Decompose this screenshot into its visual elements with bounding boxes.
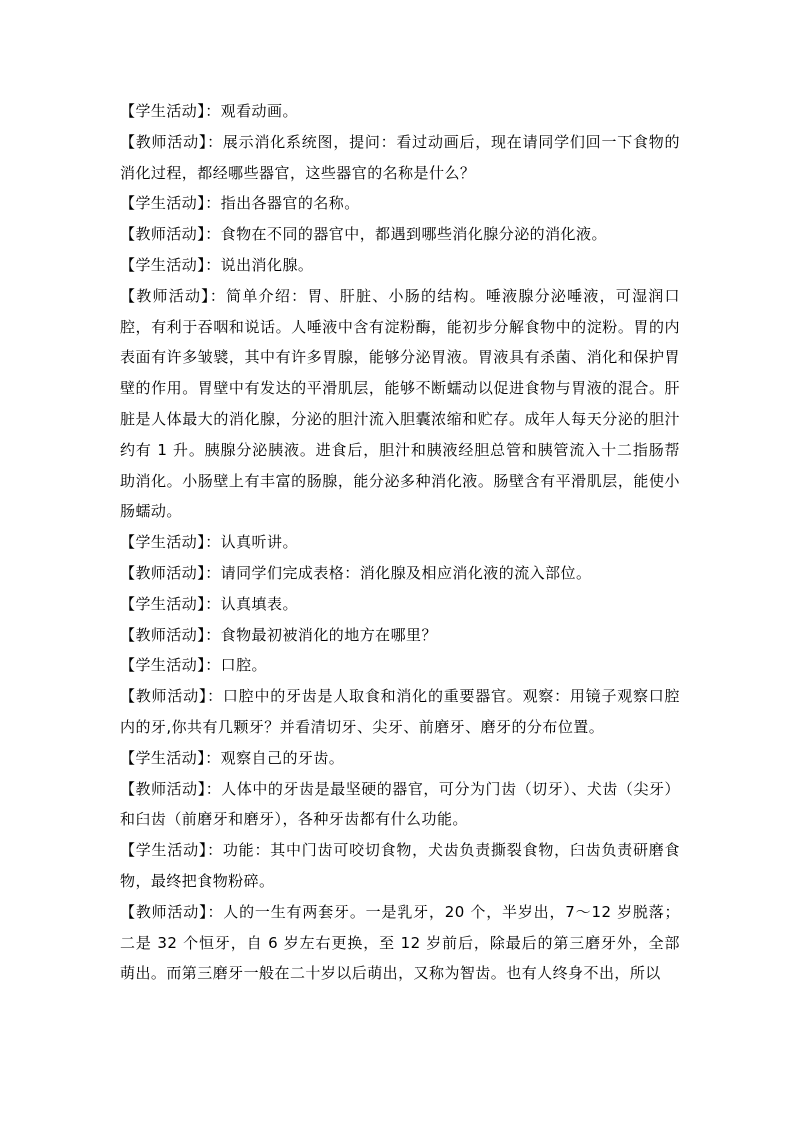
paragraph-student-4: 【学生活动】：认真听讲。 <box>120 533 298 552</box>
paragraph-student-5: 【学生活动】：认真填表。 <box>120 594 298 613</box>
paragraph-teacher-1: 【教师活动】：展示消化系统图，提问：看过动画后，现在请同学们回一下食物的消化过程，都经哪些器官，这些器官的名称是什么？ <box>120 132 680 182</box>
paragraph-student-2: 【学生活动】：指出各器官的名称。 <box>120 194 360 213</box>
paragraph-student-7: 【学生活动】：观察自己的牙齿。 <box>120 748 345 767</box>
paragraph-student-1: 【学生活动】：观看动画。 <box>120 102 298 120</box>
paragraph-teacher-7: 【教师活动】：人体中的牙齿是最坚硬的器官，可分为门齿（切牙）、犬齿（尖牙）和臼齿（前磨牙和磨牙），各种牙齿都有什么功能。 <box>120 779 680 829</box>
paragraph-teacher-4: 【教师活动】：请同学们完成表格：消化腺及相应消化液的流入部位。 <box>120 563 592 582</box>
paragraph-student-8: 【学生活动】：功能：其中门齿可咬切食物，犬齿负责撕裂食物，臼齿负责研磨食物，最终把食物粉碎。 <box>120 841 680 890</box>
paragraph-teacher-2: 【教师活动】：食物在不同的器官中，都遇到哪些消化腺分泌的消化液。 <box>120 225 607 244</box>
paragraph-student-3: 【学生活动】：说出消化腺。 <box>120 255 314 274</box>
document-body <box>120 96 680 989</box>
paragraph-teacher-3: 【教师活动】：简单介绍：胃、肝脏、小肠的结构。唾液腺分泌唾液，可湿润口腔，有利于吞咽和说话。人唾液中含有淀粉酶，能初步分解食物中的淀粉。胃的内表面有许多皱襞，其中有许多胃腺，能够分泌胃液。胃液具有杀菌、消化和保护胃壁的作用。胃壁中有发达的平滑肌层，能够不断蠕动以促进食物与胃液的混合。肝脏是人体最大的消化腺，分泌的胆汁流入胆囊浓缩和贮存。成年人每天分泌的胆汁约有 1 升。胰腺分泌胰液。进食后，胆汁和胰液经胆总管和胰管流入十二指肠帮助消化。小肠壁上有丰富的肠腺，能分泌多种消化液。肠壁含有平滑肌层，能使小肠蠕动。 <box>120 286 680 521</box>
paragraph-teacher-5: 【教师活动】：食物最初被消化的地方在哪里？ <box>120 625 437 644</box>
paragraph-student-6: 【学生活动】：口腔。 <box>120 656 268 675</box>
paragraph-teacher-6: 【教师活动】：口腔中的牙齿是人取食和消化的重要器官。观察：用镜子观察口腔内的牙,你共有几颗牙？并看清切牙、尖牙、前磨牙、磨牙的分布位置。 <box>120 687 680 736</box>
paragraph-teacher-8: 【教师活动】：人的一生有两套牙。一是乳牙，20 个，半岁出，7～12 岁脱落；二是 32 个恒牙，自 6 岁左右更换，至 12 岁前后，除最后的第三磨牙外，全部萌出。而第三磨牙一般在二十岁以后萌出，又称为智齿。也有人终身不出，所以 <box>120 902 680 983</box>
